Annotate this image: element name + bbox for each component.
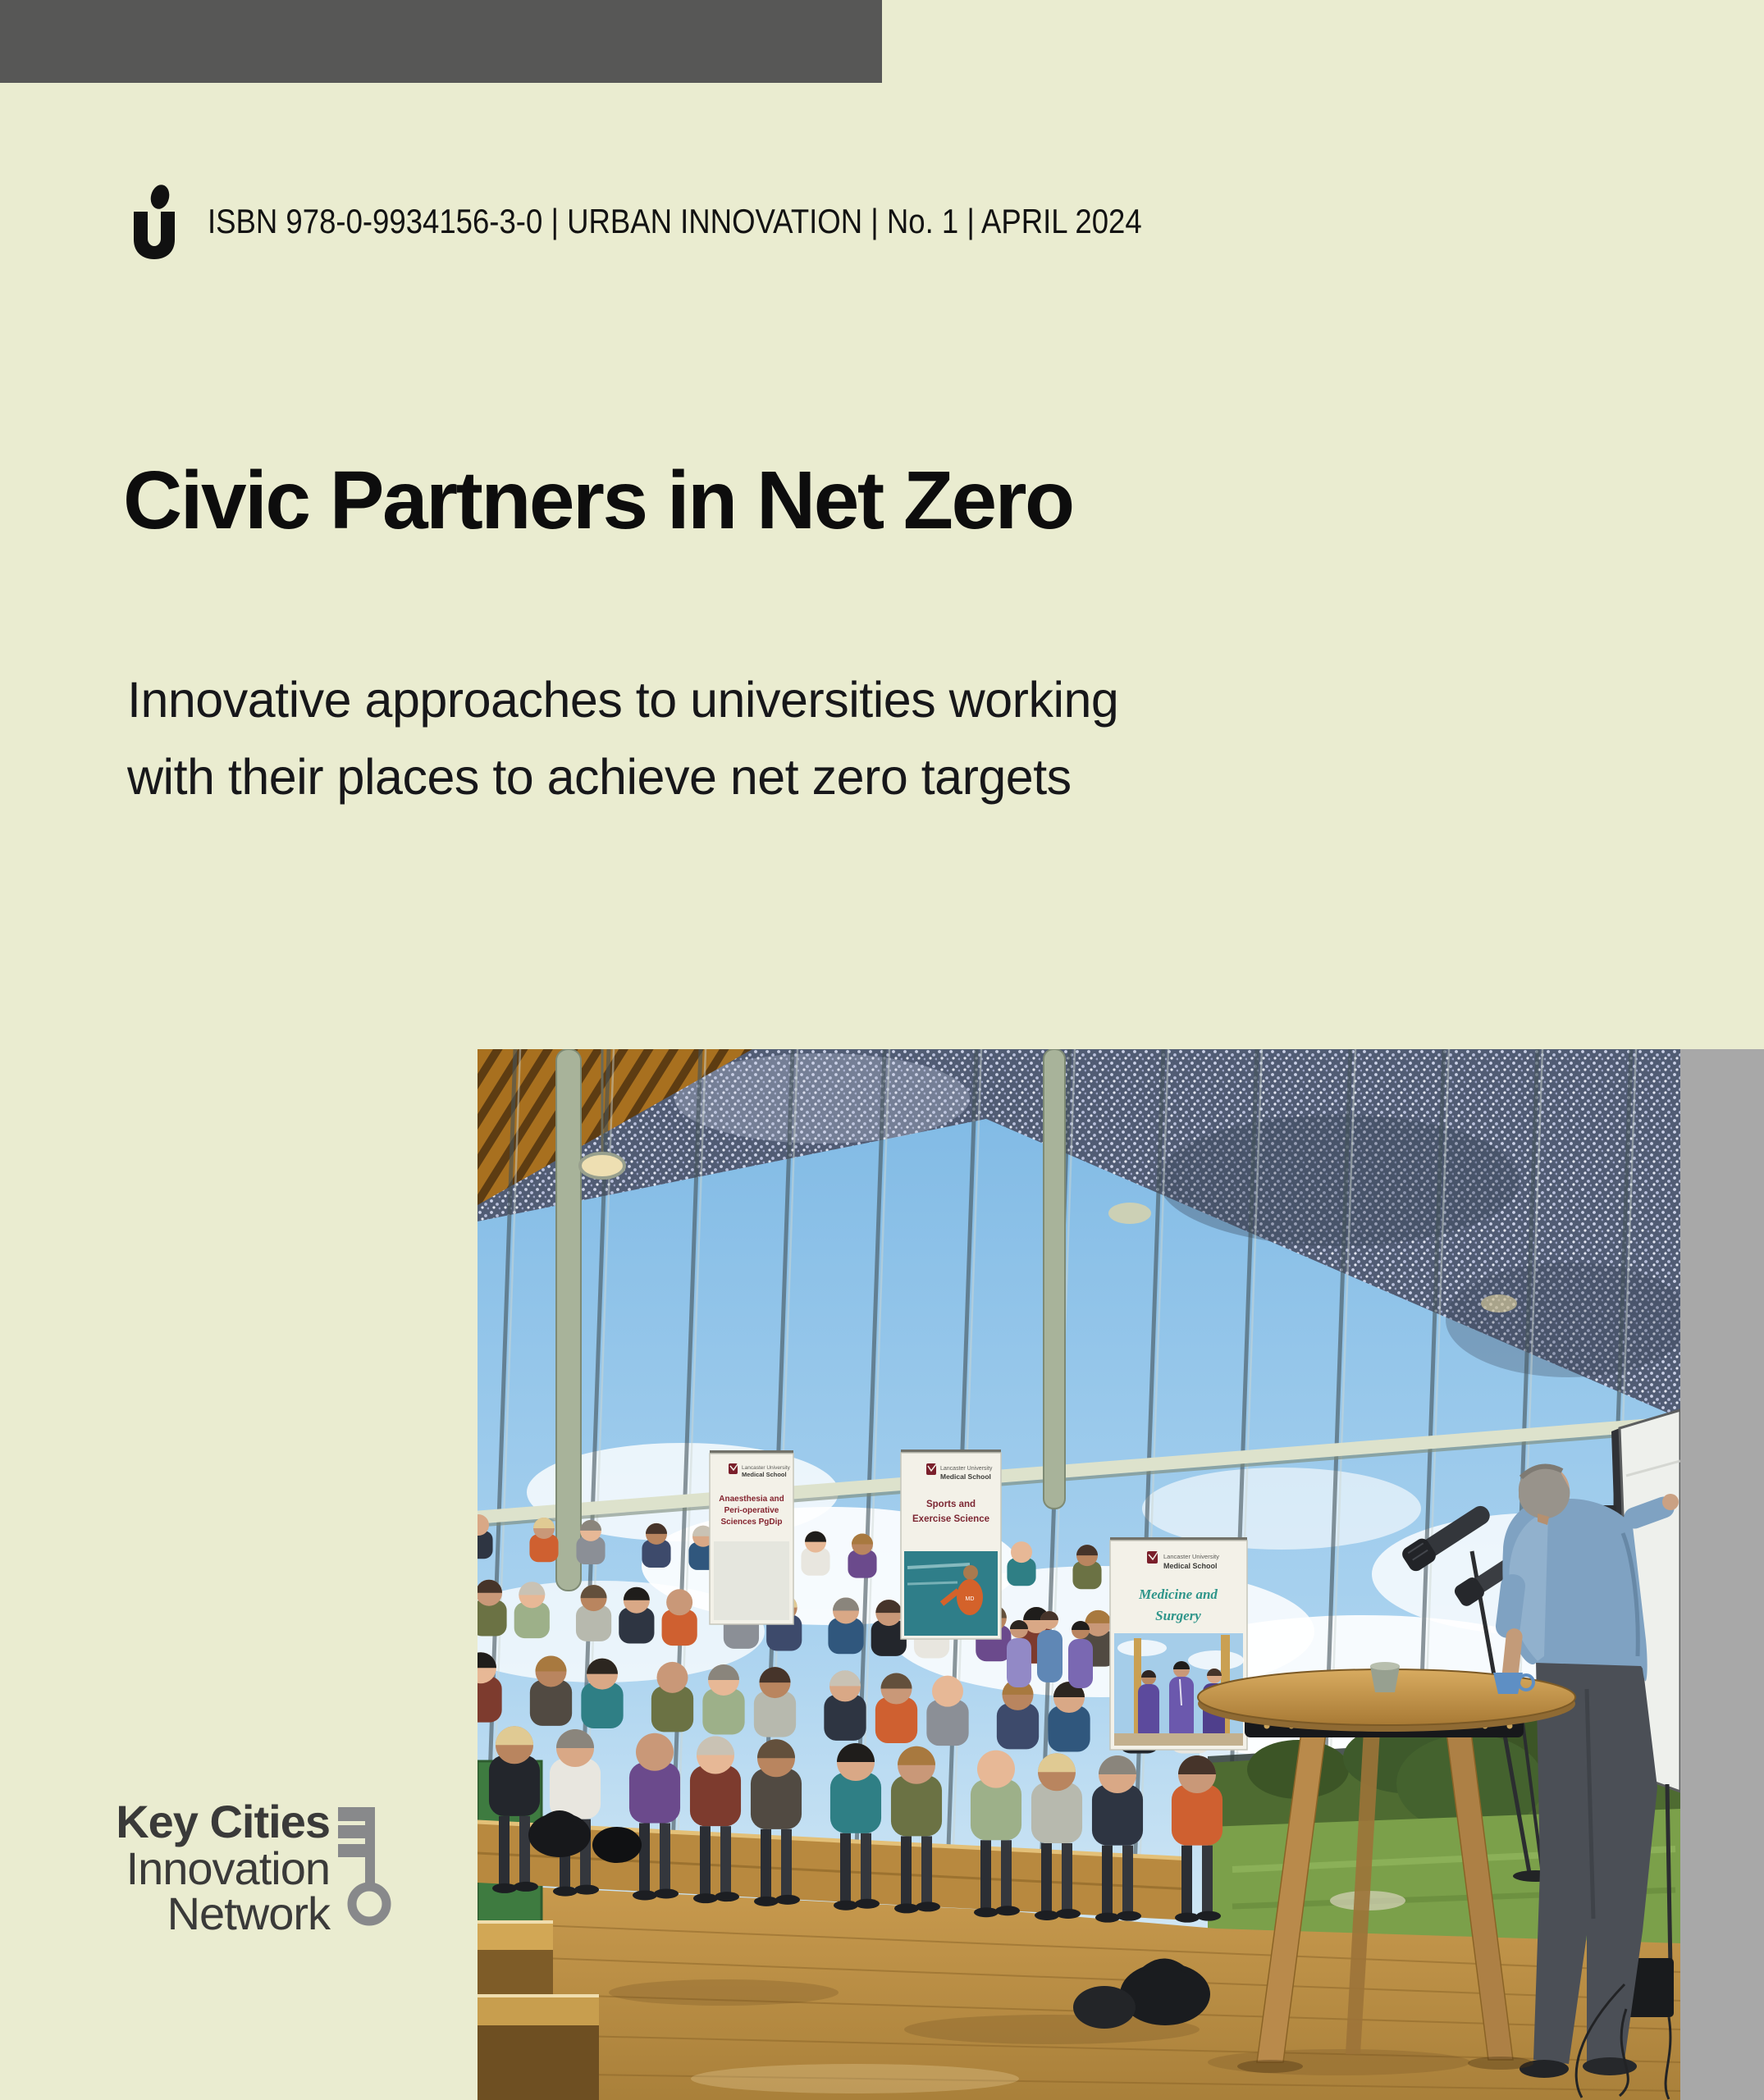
right-gray-band: [1680, 1049, 1764, 2100]
banner1-org-line2: Medical School: [742, 1471, 787, 1478]
banner2-org-line1: Lancaster University: [940, 1466, 993, 1472]
banner3-org-line2: Medical School: [1163, 1562, 1218, 1570]
banner3-org-line1: Lancaster University: [1163, 1553, 1219, 1560]
subtitle: [127, 661, 1118, 815]
top-accent-bar: [0, 0, 882, 83]
banner2-org-line2: Medical School: [940, 1472, 991, 1481]
key-cities-logo: [97, 1796, 330, 1939]
cover-photo: [478, 1049, 1680, 2100]
banner3-subject-line1: Medicine and: [1139, 1586, 1218, 1602]
banner1-subject-line1: Anaesthesia and: [719, 1495, 784, 1504]
banner2-subject-line1: Sports and: [925, 1500, 976, 1509]
publisher-name-line1: Key Cities: [116, 1796, 330, 1847]
standing-staff-group: [1007, 1611, 1093, 1688]
subtitle-line-2: with their places to achieve net zero targets: [127, 749, 1072, 805]
banner1-subject-line3: Sciences PgDip: [720, 1518, 783, 1527]
banner1-subject-line2: Peri-operative: [724, 1506, 779, 1515]
atrium-pole-2: [1044, 1049, 1065, 1509]
page-title: Civic Partners in Net Zero: [123, 454, 1073, 546]
publisher-name-line3: Network: [167, 1888, 330, 1939]
publisher-name-line2: Innovation: [126, 1842, 330, 1894]
key-icon: [336, 1803, 402, 1933]
banner1-org-line1: Lancaster University: [742, 1465, 790, 1471]
subtitle-line-1: Innovative approaches to universities working: [127, 672, 1119, 728]
banner-anaesthesia: [710, 1450, 793, 1624]
issue-line: ISBN 978-0-9934156-3-0 | URBAN INNOVATION | No. 1 | APRIL 2024: [208, 202, 1142, 240]
banner2-badge: MD: [965, 1596, 975, 1602]
banner2-subject-line2: Exercise Science: [912, 1514, 989, 1524]
urban-innovation-u-logo-icon: [129, 184, 180, 259]
banner-sports: [901, 1449, 1001, 1639]
atrium-pole: [556, 1049, 581, 1591]
banner3-subject-line2: Surgery: [1155, 1608, 1201, 1623]
